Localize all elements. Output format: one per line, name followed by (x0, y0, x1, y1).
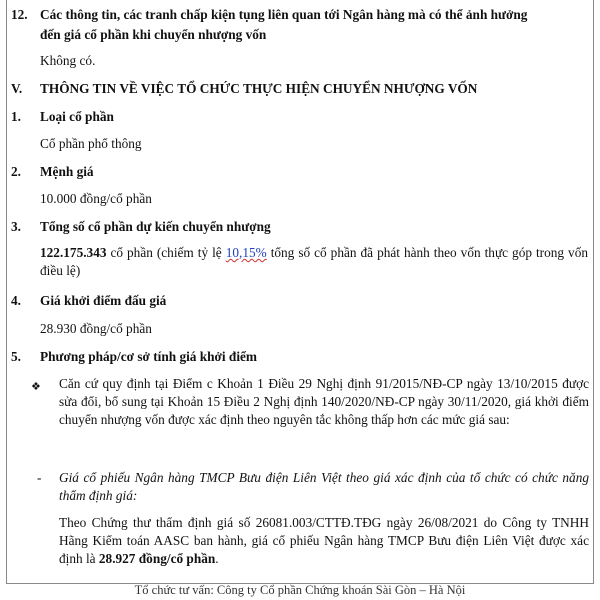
item-1-title: Loại cổ phần (40, 109, 114, 124)
item-5-title: Phương pháp/cơ sở tính giá khởi điểm (40, 349, 257, 364)
item-3-number: 3. (11, 219, 21, 234)
item-5-final-price: 28.927 đồng/cổ phần (98, 551, 216, 566)
item-4-number: 4. (11, 293, 21, 308)
item-2-number: 2. (11, 164, 21, 179)
item-5-final-lead: Theo Chứng thư thẩm định giá số 26081.003/CTTĐ.TĐG ngày 26/08/2021 do Công ty TNHH Hãng Kiểm toán AASC ban hành, giá cổ phiếu Ngân hàng TMCP Bưu điện Liên Việt được xác định là (59, 515, 589, 566)
diamond-bullet-icon: ❖ (31, 381, 41, 393)
item-3-ratio: 10,15% (225, 245, 267, 260)
item-5-final-text (59, 514, 589, 568)
item-3-text-b: tổng số cổ phần đã phát hành theo vốn thực góp trong vốn điều lệ) (40, 245, 588, 278)
item-1-number: 1. (11, 109, 21, 124)
section-12-title-line2: đến giá cổ phần khi chuyển nhượng vốn (40, 27, 267, 42)
footer-text: Tổ chức tư vấn: Công ty Cổ phần Chứng khoán Sài Gòn – Hà Nội (134, 583, 466, 597)
item-2-title: Mệnh giá (40, 164, 94, 179)
page-footer (0, 582, 600, 598)
item-3-body (40, 244, 588, 280)
item-4-body: 28.930 đồng/cổ phần (40, 321, 152, 336)
item-4-title: Giá khởi điểm đấu giá (40, 293, 167, 308)
section-v-title: THÔNG TIN VỀ VIỆC TỔ CHỨC THỰC HIỆN CHUYỂN NHƯỢNG VỐN (40, 81, 478, 96)
item-3-amount: 122.175.343 (40, 245, 107, 260)
section-12-title-line1: Các thông tin, các tranh chấp kiện tụng liên quan tới Ngân hàng mà có thể ảnh hưởng (40, 7, 528, 22)
item-5-dash-text: Giá cổ phiếu Ngân hàng TMCP Bưu điện Liên Việt theo giá xác định của tổ chức có chức năng thẩm định giá: (59, 470, 589, 503)
item-3-title: Tổng số cổ phần dự kiến chuyển nhượng (40, 219, 271, 234)
item-1-body: Cổ phần phổ thông (40, 136, 142, 151)
item-5-final-end: . (215, 551, 219, 566)
section-12-body: Không có. (40, 53, 96, 68)
item-5-number: 5. (11, 349, 21, 364)
item-3-text-a: cổ phần (chiếm tỷ lệ (106, 245, 226, 260)
document-page (6, 0, 594, 584)
section-12-number: 12. (11, 7, 28, 22)
section-v-number: V. (11, 81, 23, 96)
item-2-body: 10.000 đồng/cổ phần (40, 191, 152, 206)
item-5-bullet-text: Căn cứ quy định tại Điểm c Khoản 1 Điều 29 Nghị định 91/2015/NĐ-CP ngày 13/10/2015 được sửa đổi, bổ sung tại Khoản 15 Điều 2 Nghị định 140/2020/NĐ-CP ngày 30/11/2020, giá khởi điểm chuyển nhượng vốn được xác định theo nguyên tắc không thấp hơn các mức giá sau: (59, 376, 589, 427)
dash-bullet-icon: - (37, 470, 42, 485)
